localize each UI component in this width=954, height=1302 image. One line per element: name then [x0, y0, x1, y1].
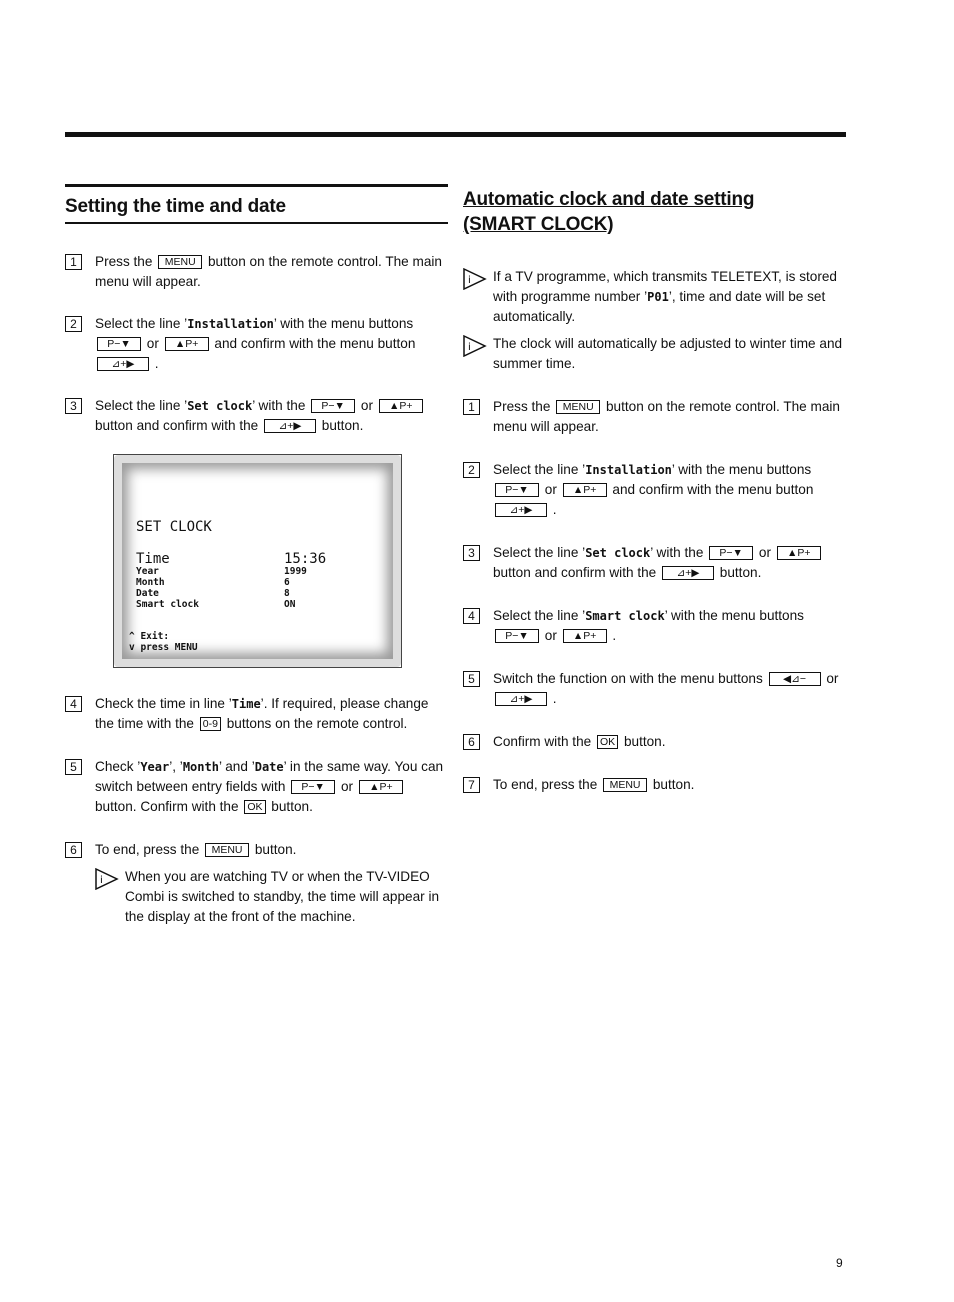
step-3: 3 Select the line ’Set clock’ with the P−▼ or ▲P+ button and confirm with the ⊿+▶ button.	[463, 543, 847, 583]
step-number: 3	[463, 545, 480, 561]
section-title: Automatic clock and date setting (SMART CLOCK)	[463, 189, 755, 235]
step-3: 3 Select the line ’Set clock’ with the P−▼ or ▲P+ button and confirm with the ⊿+▶ button.	[65, 396, 448, 436]
step-number: 1	[463, 399, 480, 415]
svg-text:i: i	[100, 875, 103, 886]
info-note: i When you are watching TV or when the TV-VIDEO Combi is switched to standby, the time will appear in the display at the front of the machine.	[95, 867, 448, 927]
tv-row-date: Date 8	[136, 588, 290, 599]
info-icon	[463, 268, 487, 296]
svg-text:i: i	[468, 342, 471, 353]
menu-key: MENU	[205, 843, 249, 857]
confirm-key: ⊿+▶	[495, 692, 547, 706]
confirm-key: ⊿+▶	[264, 419, 316, 433]
step-number: 4	[463, 608, 480, 624]
section-heading	[463, 187, 847, 237]
section-title: Setting the time and date	[65, 196, 286, 217]
p-minus-key: P−▼	[291, 780, 335, 794]
confirm-key: ⊿+▶	[97, 357, 149, 371]
p-minus-key: P−▼	[311, 399, 355, 413]
p-plus-key: ▲P+	[563, 483, 607, 497]
p-minus-key: P−▼	[495, 629, 539, 643]
p-plus-key: ▲P+	[563, 629, 607, 643]
left-key: ◀⊿−	[769, 672, 821, 686]
left-column	[65, 184, 448, 927]
step-4: 4 Select the line ’Smart clock’ with the menu buttons P−▼ or ▲P+ .	[463, 606, 847, 646]
info-note-winter-time: i The clock will automatically be adjusted to winter time and summer time.	[463, 334, 847, 374]
step-1: 1 Press the MENU button on the remote control. The main menu will appear.	[65, 252, 448, 292]
step-2: 2 Select the line ’Installation’ with the menu buttons P−▼ or ▲P+ and confirm with the menu button ⊿+▶ .	[463, 460, 847, 520]
step-number: 2	[65, 316, 82, 332]
top-rule	[65, 132, 846, 137]
step-number: 2	[463, 462, 480, 478]
p-plus-key: ▲P+	[777, 546, 821, 560]
step-7: 7 To end, press the MENU button.	[463, 775, 847, 795]
p-plus-key: ▲P+	[165, 337, 209, 351]
menu-key: MENU	[158, 255, 202, 269]
step-5: 5 Switch the function on with the menu buttons ◀⊿− or ⊿+▶ .	[463, 669, 847, 709]
right-column	[463, 184, 847, 795]
tv-row-month: Month 6	[136, 577, 290, 588]
page-number: 9	[836, 1256, 843, 1270]
step-number: 5	[65, 759, 82, 775]
step-1: 1 Press the MENU button on the remote control. The main menu will appear.	[463, 397, 847, 437]
digits-key: 0-9	[200, 717, 221, 731]
step-number: 6	[65, 842, 82, 858]
confirm-key: ⊿+▶	[662, 566, 714, 580]
step-4: 4 Check the time in line ’Time’. If required, please change the time with the 0-9 buttons on the remote control.	[65, 694, 448, 734]
ok-key: OK	[244, 800, 265, 814]
menu-key: MENU	[603, 778, 647, 792]
info-note-teletext: i If a TV programme, which transmits TELETEXT, is stored with programme number ’P01’, time and date will be set automatically.	[463, 267, 847, 327]
section-heading	[65, 184, 448, 224]
step-number: 6	[463, 734, 480, 750]
info-icon	[95, 868, 119, 896]
step-number: 5	[463, 671, 480, 687]
tv-row-smart-clock: Smart clock ON	[136, 599, 296, 610]
step-2: 2 Select the line ’Installation’ with the menu buttons P−▼ or ▲P+ and confirm with the menu button ⊿+▶ .	[65, 314, 448, 374]
p-minus-key: P−▼	[495, 483, 539, 497]
info-icon	[463, 335, 487, 363]
step-number: 7	[463, 777, 480, 793]
tv-row-year: Year 1999	[136, 566, 307, 577]
step-number: 4	[65, 696, 82, 712]
p-plus-key: ▲P+	[379, 399, 423, 413]
confirm-key: ⊿+▶	[495, 503, 547, 517]
p-minus-key: P−▼	[97, 337, 141, 351]
step-number: 1	[65, 254, 82, 270]
p-plus-key: ▲P+	[359, 780, 403, 794]
step-5: 5 Check ’Year’, ’Month’ and ’Date’ in the same way. You can switch between entry fields with P−▼ or ▲P+ button. Confirm with the OK button.	[65, 757, 448, 817]
tv-time-value: 15:36	[284, 551, 327, 567]
ok-key: OK	[597, 735, 618, 749]
tv-screen	[113, 454, 402, 668]
tv-exit-line: ^ Exit:	[129, 631, 170, 642]
step-6: 6 Confirm with the OK button.	[463, 732, 847, 752]
menu-key: MENU	[556, 400, 600, 414]
svg-text:i: i	[468, 275, 471, 286]
tv-time-label: Time	[136, 551, 170, 567]
step-number: 3	[65, 398, 82, 414]
p-minus-key: P−▼	[709, 546, 753, 560]
step-6: 6 To end, press the MENU button.	[65, 840, 448, 860]
tv-press-menu-line: v press MENU	[129, 642, 198, 653]
tv-title: SET CLOCK	[136, 519, 212, 535]
